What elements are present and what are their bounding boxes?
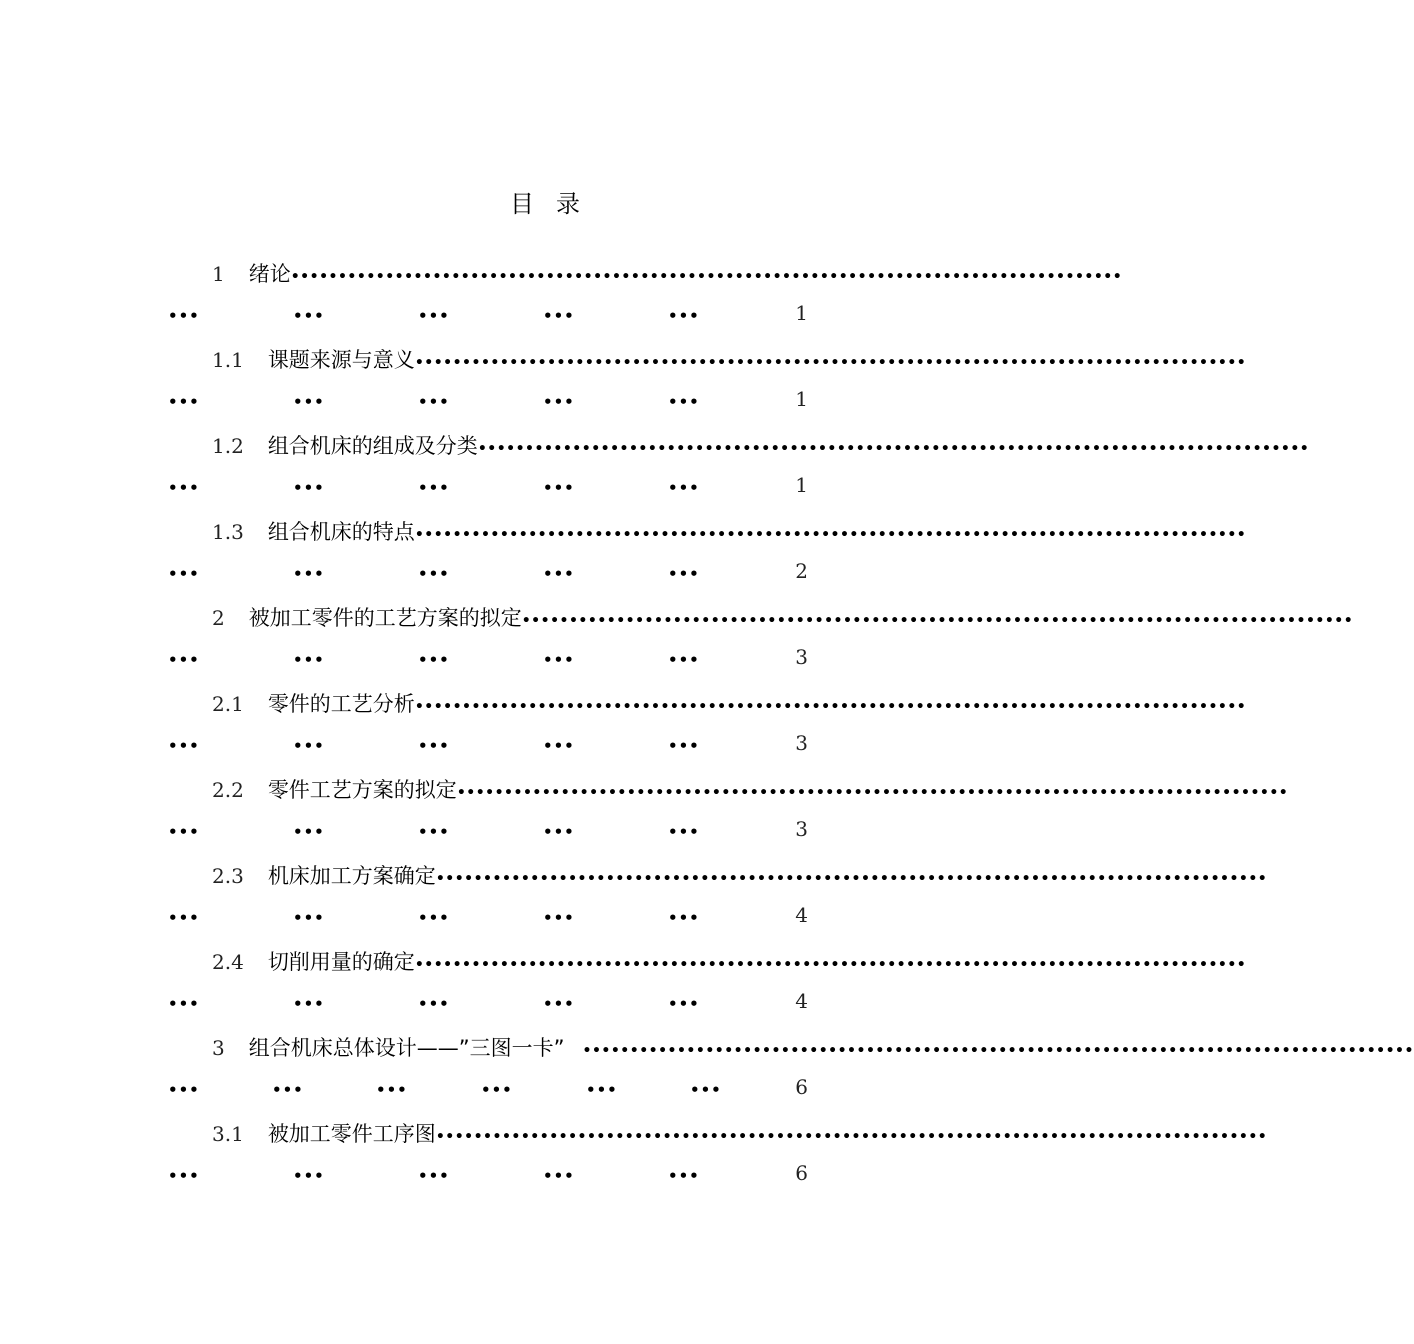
- toc-entry-page-number: 4: [795, 989, 808, 1013]
- toc-entry-page-number: 4: [795, 903, 808, 927]
- dot-leader: ••••••••••••••••••••••••••••••••••••••••••••••••••••••••••••••••••••••••••••••••••••••••: [414, 699, 1247, 715]
- toc-entry-page-number: 1: [795, 387, 808, 411]
- dot-leader: ••••••••••••••••••••••••••••••••••••••••••••••••••••••••••••••••••••••••••••••••••••••••: [435, 1129, 1268, 1145]
- toc-entry-number: 3.1: [212, 1122, 244, 1146]
- dot-leader-continuation: ••• ••• ••• ••• ••• 3: [168, 817, 808, 841]
- toc-entry[interactable]: [0, 1032, 1414, 1118]
- toc-entry-label: 被加工零件工序图: [267, 1122, 436, 1146]
- dot-leader-continuation: ••• ••• ••• ••• ••• 4: [168, 903, 808, 927]
- dot-leader: ••••••••••••••••••••••••••••••••••••••••••••••••••••••••••••••••••••••••••••••••••••••••: [414, 957, 1247, 973]
- dot-leader-continuation: ••• ••• ••• ••• ••• 1: [168, 387, 808, 411]
- dot-leader-continuation: ••• ••• ••• ••• ••• 3: [168, 731, 808, 755]
- toc-entry-number: 1.3: [212, 520, 244, 544]
- toc-title-char-2: 录: [556, 190, 580, 218]
- dot-leader-continuation: ••• ••• ••• ••• ••• 1: [168, 473, 808, 497]
- toc-entry[interactable]: [0, 688, 1247, 774]
- dot-leader: ••••••••••••••••••••••••••••••••••••••••••••••••••••••••••••••••••••••••••••••••••••••••: [477, 441, 1310, 457]
- toc-entry[interactable]: [0, 258, 1123, 344]
- toc-entry-number: 1.1: [212, 348, 244, 372]
- toc-entry-number: 2.4: [212, 950, 244, 974]
- dot-leader: ••••••••••••••••••••••••••••••••••••••••••••••••••••••••••••••••••••••••••••••••••••••••: [414, 355, 1247, 371]
- toc-entry-label: 切削用量的确定: [267, 950, 415, 974]
- toc-entry[interactable]: [0, 516, 1247, 602]
- toc-entry[interactable]: [0, 602, 1354, 688]
- toc-entry-page-number: 1: [795, 473, 808, 497]
- toc-entry-number: 3: [212, 1036, 225, 1060]
- dot-leader-continuation: ••• ••• ••• ••• ••• 3: [168, 645, 808, 669]
- dot-leader: ••••••••••••••••••••••••••••••••••••••••••••••••••••••••••••••••••••••••••••••••••••••••: [456, 785, 1289, 801]
- toc-entry[interactable]: [0, 774, 1289, 860]
- toc-entry-label: 组合机床的特点: [267, 520, 415, 544]
- toc-entry-label: 组合机床总体设计——”三图一卡”: [248, 1036, 565, 1060]
- toc-entry-page-number: 3: [795, 817, 808, 841]
- dot-leader-continuation: ••• ••• ••• ••• ••• ••• 6: [168, 1075, 808, 1099]
- toc-entry[interactable]: [0, 860, 1268, 946]
- toc-entry-label: 机床加工方案确定: [267, 864, 436, 888]
- dot-leader: ••••••••••••••••••••••••••••••••••••••••••••••••••••••••••••••••••••••••••••••••••••••••: [582, 1043, 1414, 1059]
- dot-leader: ••••••••••••••••••••••••••••••••••••••••••••••••••••••••••••••••••••••••••••••••••••••••: [290, 269, 1123, 285]
- toc-entry-label: 绪论: [248, 262, 291, 286]
- dot-leader: ••••••••••••••••••••••••••••••••••••••••••••••••••••••••••••••••••••••••••••••••••••••••: [414, 527, 1247, 543]
- toc-entry-number: 2.2: [212, 778, 244, 802]
- dot-leader: ••••••••••••••••••••••••••••••••••••••••••••••••••••••••••••••••••••••••••••••••••••••••: [521, 613, 1354, 629]
- toc-entry-number: 1: [212, 262, 225, 286]
- toc-entry[interactable]: [0, 946, 1247, 1032]
- dot-leader-continuation: ••• ••• ••• ••• ••• 6: [168, 1161, 808, 1185]
- toc-entry-page-number: 3: [795, 731, 808, 755]
- toc-entry-label: 组合机床的组成及分类: [267, 434, 478, 458]
- toc-entry-page-number: 6: [795, 1161, 808, 1185]
- toc-entry-label: 零件工艺方案的拟定: [267, 778, 457, 802]
- toc-entry-number: 2: [212, 606, 225, 630]
- toc-entry[interactable]: [0, 1118, 1268, 1204]
- toc-entry[interactable]: [0, 344, 1247, 430]
- toc-title-char-1: 目: [510, 190, 534, 218]
- toc-entry-page-number: 3: [795, 645, 808, 669]
- toc-entry-label: 课题来源与意义: [267, 348, 415, 372]
- toc-entry-number: 2.3: [212, 864, 244, 888]
- toc-entry-label: 被加工零件的工艺方案的拟定: [248, 606, 522, 630]
- dot-leader-continuation: ••• ••• ••• ••• ••• 2: [168, 559, 808, 583]
- dot-leader: ••••••••••••••••••••••••••••••••••••••••••••••••••••••••••••••••••••••••••••••••••••••••: [435, 871, 1268, 887]
- toc-entry[interactable]: [0, 430, 1310, 516]
- dot-leader-continuation: ••• ••• ••• ••• ••• 1: [168, 301, 808, 325]
- toc-entry-page-number: 2: [795, 559, 808, 583]
- toc-entry-page-number: 6: [795, 1075, 808, 1099]
- toc-entry-number: 2.1: [212, 692, 244, 716]
- toc-entry-number: 1.2: [212, 434, 244, 458]
- dot-leader-continuation: ••• ••• ••• ••• ••• 4: [168, 989, 808, 1013]
- toc-entry-label: 零件的工艺分析: [267, 692, 415, 716]
- toc-entry-page-number: 1: [795, 301, 808, 325]
